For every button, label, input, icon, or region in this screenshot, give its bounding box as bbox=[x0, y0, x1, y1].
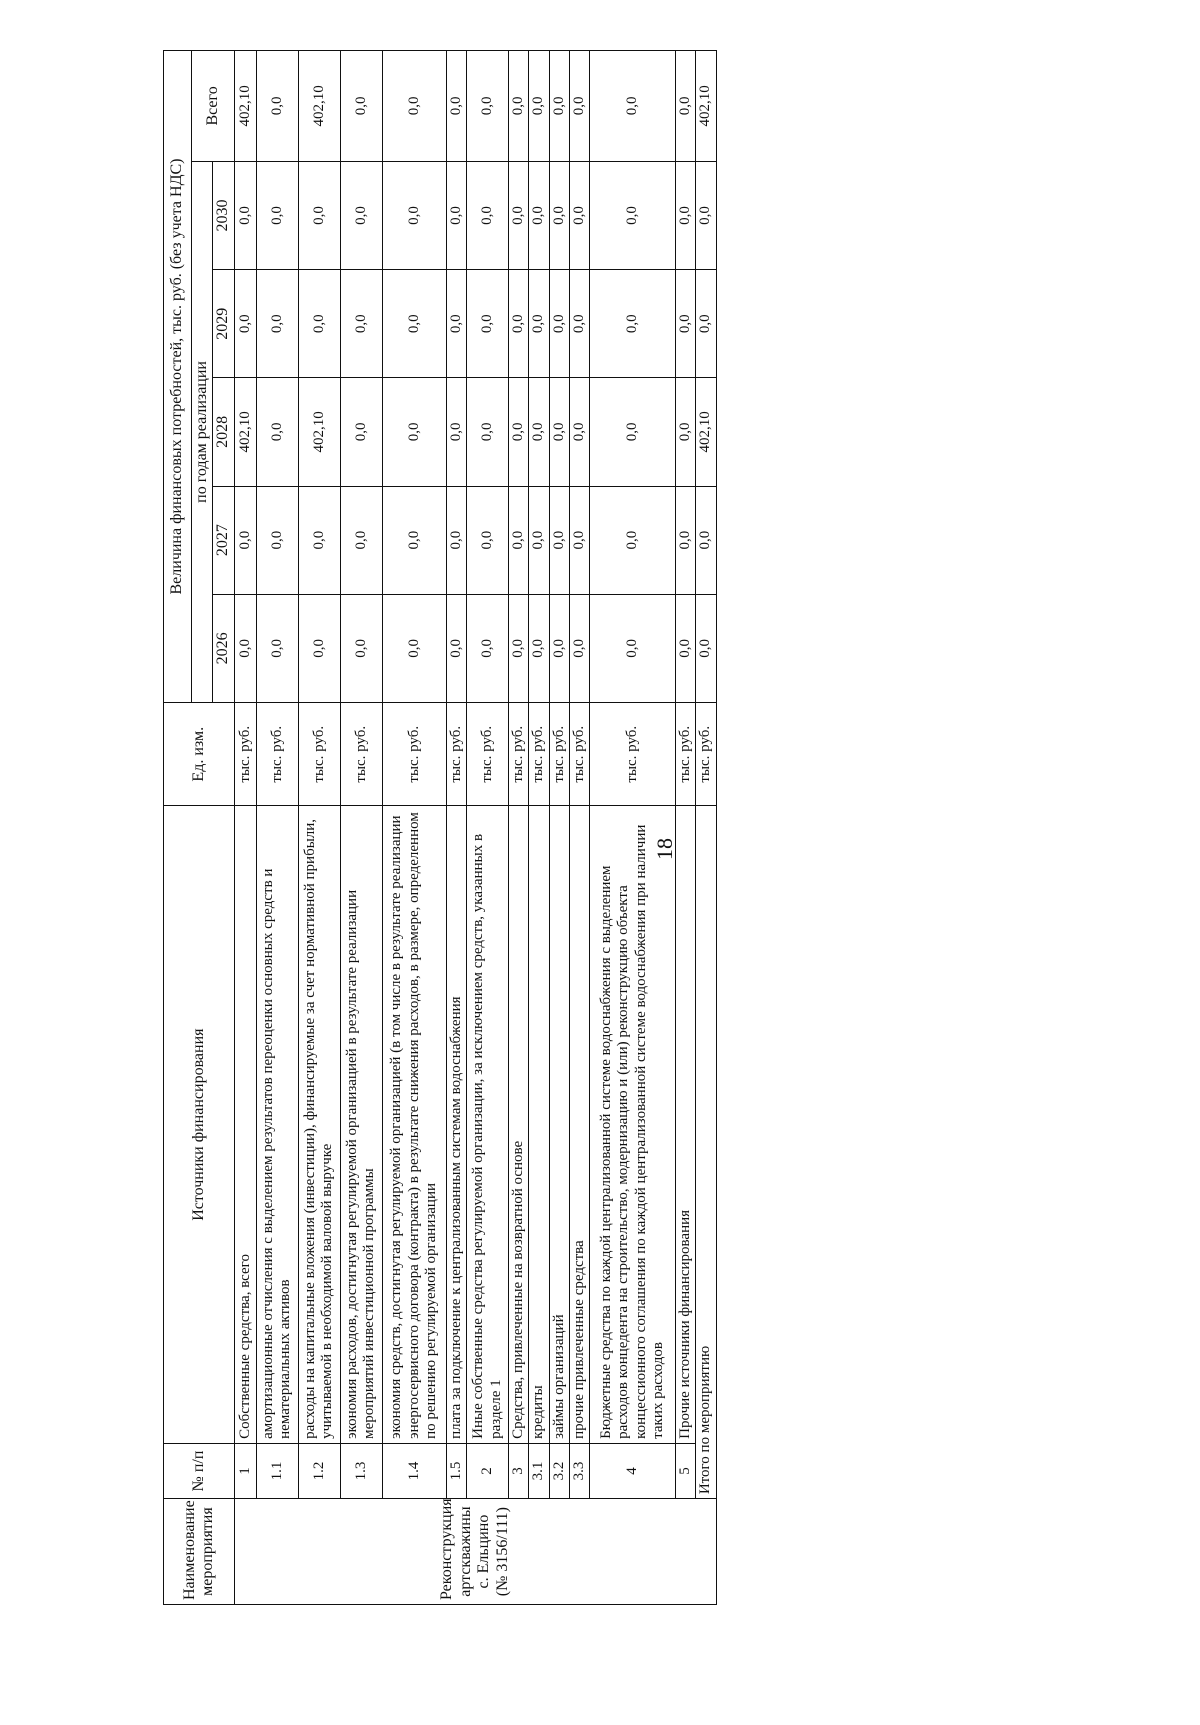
year-value-cell: 0,0 bbox=[467, 378, 509, 486]
financing-table bbox=[163, 50, 717, 1605]
year-value-cell: 0,0 bbox=[590, 486, 676, 594]
total-value-cell: 0,0 bbox=[549, 51, 569, 162]
header-year: 2030 bbox=[213, 161, 234, 269]
year-value-cell: 0,0 bbox=[446, 378, 466, 486]
total-year-value-cell: 0,0 bbox=[696, 161, 716, 269]
year-value-cell: 0,0 bbox=[382, 270, 446, 378]
year-value-cell: 0,0 bbox=[509, 161, 529, 269]
year-value-cell: 0,0 bbox=[509, 270, 529, 378]
year-value-cell: 402,10 bbox=[298, 378, 340, 486]
row-number: 1.1 bbox=[256, 1443, 298, 1498]
header-total: Всего bbox=[192, 51, 235, 162]
unit-cell: тыс. руб. bbox=[382, 703, 446, 806]
total-year-value-cell: 0,0 bbox=[696, 594, 716, 702]
year-value-cell: 0,0 bbox=[256, 270, 298, 378]
table-body bbox=[234, 51, 716, 1605]
row-number: 5 bbox=[676, 1443, 696, 1498]
unit-cell: тыс. руб. bbox=[298, 703, 340, 806]
header-unit: Ед. изм. bbox=[164, 703, 235, 806]
year-value-cell: 0,0 bbox=[256, 486, 298, 594]
year-value-cell: 0,0 bbox=[549, 594, 569, 702]
event-name-cell: Реконструкция артскважины с. Ельцино (№ 3156/111) bbox=[234, 1499, 716, 1605]
total-label: Итого по мероприятию bbox=[696, 806, 716, 1499]
financing-source: Собственные средства, всего bbox=[234, 806, 256, 1443]
table-row bbox=[467, 51, 509, 1605]
table-row bbox=[590, 51, 676, 1605]
financing-source: Бюджетные средства по каждой централизованной системе водоснабжения с выделением расходов концедента на строительство, модернизацию и (или) реконструкцию объекта концессионного соглашения по каждой централизованной системе водоснабжения при наличии таких расходов bbox=[590, 806, 676, 1443]
year-value-cell: 0,0 bbox=[509, 486, 529, 594]
unit-cell: тыс. руб. bbox=[590, 703, 676, 806]
total-value-cell: 0,0 bbox=[569, 51, 589, 162]
year-value-cell: 0,0 bbox=[590, 270, 676, 378]
header-value-group: Величина финансовых потребностей, тыс. руб. (без учета НДС) bbox=[164, 51, 192, 703]
year-value-cell: 0,0 bbox=[256, 594, 298, 702]
page-number: 18 bbox=[652, 838, 677, 860]
row-number: 3 bbox=[509, 1443, 529, 1498]
year-value-cell: 0,0 bbox=[340, 486, 382, 594]
row-number: 1 bbox=[234, 1443, 256, 1498]
year-value-cell: 0,0 bbox=[340, 270, 382, 378]
year-value-cell: 0,0 bbox=[382, 161, 446, 269]
unit-cell: тыс. руб. bbox=[446, 703, 466, 806]
year-value-cell: 0,0 bbox=[340, 594, 382, 702]
year-value-cell: 0,0 bbox=[446, 270, 466, 378]
year-value-cell: 0,0 bbox=[467, 486, 509, 594]
year-value-cell: 0,0 bbox=[549, 486, 569, 594]
year-value-cell: 0,0 bbox=[509, 378, 529, 486]
table-row bbox=[446, 51, 466, 1605]
year-value-cell: 0,0 bbox=[234, 486, 256, 594]
table-row bbox=[569, 51, 589, 1605]
year-value-cell: 0,0 bbox=[234, 270, 256, 378]
row-number: 1.3 bbox=[340, 1443, 382, 1498]
year-value-cell: 0,0 bbox=[382, 486, 446, 594]
header-no: № п/п bbox=[164, 1443, 235, 1498]
total-value-cell: 0,0 bbox=[446, 51, 466, 162]
table-header bbox=[164, 51, 235, 1605]
financing-source: расходы на капитальные вложения (инвестиции), финансируемые за счет нормативной прибыли, учитываемой в необходимой валовой выручке bbox=[298, 806, 340, 1443]
year-value-cell: 0,0 bbox=[569, 378, 589, 486]
year-value-cell: 0,0 bbox=[382, 378, 446, 486]
year-value-cell: 0,0 bbox=[529, 161, 549, 269]
year-value-cell: 0,0 bbox=[569, 161, 589, 269]
year-value-cell: 0,0 bbox=[467, 270, 509, 378]
year-value-cell: 0,0 bbox=[382, 594, 446, 702]
total-value-cell: 0,0 bbox=[590, 51, 676, 162]
financing-table-rotated bbox=[163, 50, 717, 1605]
total-value-cell: 0,0 bbox=[467, 51, 509, 162]
year-value-cell: 0,0 bbox=[446, 161, 466, 269]
grand-total-cell: 402,10 bbox=[696, 51, 716, 162]
year-value-cell: 0,0 bbox=[446, 594, 466, 702]
year-value-cell: 0,0 bbox=[676, 161, 696, 269]
year-value-cell: 0,0 bbox=[590, 594, 676, 702]
year-value-cell: 0,0 bbox=[529, 378, 549, 486]
year-value-cell: 0,0 bbox=[569, 486, 589, 594]
row-number: 4 bbox=[590, 1443, 676, 1498]
year-value-cell: 0,0 bbox=[234, 594, 256, 702]
header-year: 2028 bbox=[213, 378, 234, 486]
row-number: 1.5 bbox=[446, 1443, 466, 1498]
total-value-cell: 0,0 bbox=[340, 51, 382, 162]
year-value-cell: 0,0 bbox=[256, 378, 298, 486]
financing-source: экономия расходов, достигнутая регулируемой организацией в результате реализации мероприятий инвестиционной программы bbox=[340, 806, 382, 1443]
year-value-cell: 402,10 bbox=[234, 378, 256, 486]
total-year-value-cell: 0,0 bbox=[696, 486, 716, 594]
unit-cell: тыс. руб. bbox=[696, 703, 716, 806]
total-value-cell: 0,0 bbox=[676, 51, 696, 162]
year-value-cell: 0,0 bbox=[549, 270, 569, 378]
header-year: 2029 bbox=[213, 270, 234, 378]
year-value-cell: 0,0 bbox=[569, 594, 589, 702]
total-value-cell: 0,0 bbox=[509, 51, 529, 162]
table-row bbox=[298, 51, 340, 1605]
year-value-cell: 0,0 bbox=[676, 594, 696, 702]
year-value-cell: 0,0 bbox=[569, 270, 589, 378]
total-value-cell: 0,0 bbox=[529, 51, 549, 162]
financing-source: займы организаций bbox=[549, 806, 569, 1443]
total-value-cell: 402,10 bbox=[234, 51, 256, 162]
year-value-cell: 0,0 bbox=[298, 486, 340, 594]
year-value-cell: 0,0 bbox=[340, 161, 382, 269]
total-value-cell: 0,0 bbox=[382, 51, 446, 162]
year-value-cell: 0,0 bbox=[549, 161, 569, 269]
unit-cell: тыс. руб. bbox=[569, 703, 589, 806]
unit-cell: тыс. руб. bbox=[256, 703, 298, 806]
unit-cell: тыс. руб. bbox=[529, 703, 549, 806]
total-year-value-cell: 402,10 bbox=[696, 378, 716, 486]
row-number: 1.2 bbox=[298, 1443, 340, 1498]
year-value-cell: 0,0 bbox=[467, 594, 509, 702]
table-row bbox=[256, 51, 298, 1605]
year-value-cell: 0,0 bbox=[298, 270, 340, 378]
year-value-cell: 0,0 bbox=[676, 486, 696, 594]
table-row bbox=[676, 51, 696, 1605]
row-number: 3.1 bbox=[529, 1443, 549, 1498]
header-year: 2026 bbox=[213, 594, 234, 702]
total-value-cell: 0,0 bbox=[256, 51, 298, 162]
unit-cell: тыс. руб. bbox=[467, 703, 509, 806]
table-row bbox=[340, 51, 382, 1605]
row-number: 2 bbox=[467, 1443, 509, 1498]
year-value-cell: 0,0 bbox=[340, 378, 382, 486]
row-number: 1.4 bbox=[382, 1443, 446, 1498]
table-row bbox=[549, 51, 569, 1605]
header-event: Наименование мероприятия bbox=[164, 1499, 235, 1605]
row-number: 3.2 bbox=[549, 1443, 569, 1498]
year-value-cell: 0,0 bbox=[529, 594, 549, 702]
total-value-cell: 402,10 bbox=[298, 51, 340, 162]
row-number: 3.3 bbox=[569, 1443, 589, 1498]
year-value-cell: 0,0 bbox=[529, 270, 549, 378]
financing-source: Прочие источники финансирования bbox=[676, 806, 696, 1443]
financing-source: Иные собственные средства регулируемой организации, за исключением средств, указанных в разделе 1 bbox=[467, 806, 509, 1443]
unit-cell: тыс. руб. bbox=[676, 703, 696, 806]
header-year: 2027 bbox=[213, 486, 234, 594]
year-value-cell: 0,0 bbox=[234, 161, 256, 269]
unit-cell: тыс. руб. bbox=[549, 703, 569, 806]
unit-cell: тыс. руб. bbox=[509, 703, 529, 806]
total-year-value-cell: 0,0 bbox=[696, 270, 716, 378]
year-value-cell: 0,0 bbox=[549, 378, 569, 486]
year-value-cell: 0,0 bbox=[298, 161, 340, 269]
financing-source: прочие привлеченные средства bbox=[569, 806, 589, 1443]
total-row bbox=[696, 51, 716, 1605]
header-by-years: по годам реализации bbox=[192, 161, 213, 702]
year-value-cell: 0,0 bbox=[590, 378, 676, 486]
header-source: Источники финансирования bbox=[164, 806, 235, 1443]
year-value-cell: 0,0 bbox=[298, 594, 340, 702]
year-value-cell: 0,0 bbox=[529, 486, 549, 594]
year-value-cell: 0,0 bbox=[256, 161, 298, 269]
year-value-cell: 0,0 bbox=[676, 270, 696, 378]
year-value-cell: 0,0 bbox=[676, 378, 696, 486]
year-value-cell: 0,0 bbox=[590, 161, 676, 269]
financing-source: Средства, привлеченные на возвратной основе bbox=[509, 806, 529, 1443]
financing-source: амортизационные отчисления с выделением результатов переоценки основных средств и нематериальных активов bbox=[256, 806, 298, 1443]
financing-source: экономия средств, достигнутая регулируемой организацией (в том числе в результате реализации энергосервисного договора (контракта) в результате снижения расходов, в размере, определенном по решению регулируемой организации bbox=[382, 806, 446, 1443]
unit-cell: тыс. руб. bbox=[234, 703, 256, 806]
table-row bbox=[509, 51, 529, 1605]
year-value-cell: 0,0 bbox=[467, 161, 509, 269]
year-value-cell: 0,0 bbox=[509, 594, 529, 702]
year-value-cell: 0,0 bbox=[446, 486, 466, 594]
unit-cell: тыс. руб. bbox=[340, 703, 382, 806]
financing-source: кредиты bbox=[529, 806, 549, 1443]
financing-source: плата за подключение к централизованным системам водоснабжения bbox=[446, 806, 466, 1443]
table-row bbox=[529, 51, 549, 1605]
table-row bbox=[234, 51, 256, 1605]
table-row bbox=[382, 51, 446, 1605]
